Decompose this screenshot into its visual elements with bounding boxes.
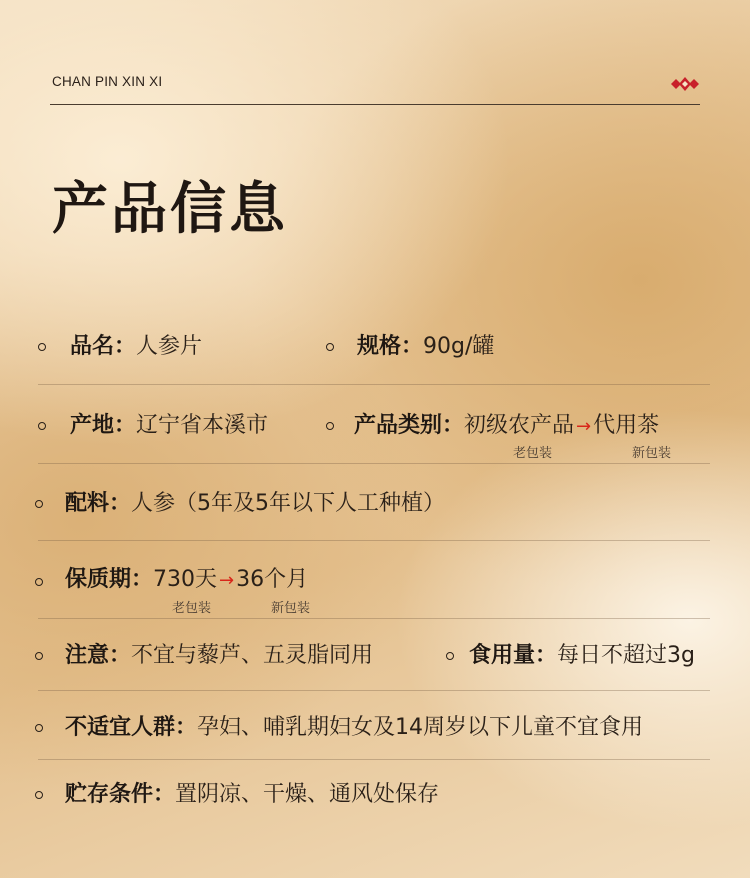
red-diamond-ornament-icon — [668, 76, 702, 92]
dosage-value: 每日不超过3g — [557, 643, 695, 668]
origin-label: 产地： — [70, 413, 137, 438]
row-divider — [38, 618, 710, 619]
new-package-note: 新包装 — [632, 446, 672, 461]
category-new-value: 代用茶 — [593, 413, 660, 438]
row-divider — [38, 463, 710, 464]
category-old-value: 初级农产品 — [464, 413, 575, 438]
header-divider — [50, 104, 700, 105]
origin-value: 辽宁省本溪市 — [136, 413, 269, 438]
bullet-icon — [35, 652, 43, 660]
row-divider — [38, 540, 710, 541]
bullet-icon — [35, 724, 43, 732]
name-value: 人参片 — [136, 334, 203, 359]
origin-field — [70, 413, 268, 439]
new-package-note: 新包装 — [271, 601, 311, 616]
bullet-icon — [446, 652, 454, 660]
row-divider — [38, 690, 710, 691]
bullet-icon — [35, 791, 43, 799]
dosage-label: 食用量： — [469, 643, 558, 668]
spec-field — [357, 334, 494, 360]
dosage-field — [469, 643, 695, 669]
spec-label: 规格： — [357, 334, 424, 359]
old-package-note: 老包装 — [513, 446, 553, 461]
row-divider — [38, 759, 710, 760]
ingredients-value: 人参（5年及5年以下人工种植） — [131, 491, 446, 516]
shelf-life-old-value: 730天 — [153, 567, 218, 592]
arrow-icon: → — [219, 570, 235, 591]
unsuitable-field — [65, 715, 643, 741]
header-pinyin-label: CHAN PIN XIN XI — [52, 74, 163, 89]
page-title: 产品信息 — [52, 177, 288, 242]
row-divider — [38, 384, 710, 385]
ingredients-label: 配料： — [65, 491, 132, 516]
bullet-icon — [326, 343, 334, 351]
shelf-life-new-value: 36个月 — [236, 567, 309, 592]
storage-value: 置阴凉、干燥、通风处保存 — [175, 782, 440, 807]
category-label: 产品类别： — [354, 413, 465, 438]
unsuitable-label: 不适宜人群： — [65, 715, 198, 740]
old-package-note: 老包装 — [172, 601, 212, 616]
category-field — [354, 413, 659, 440]
ingredients-field — [65, 491, 445, 517]
bullet-icon — [35, 578, 43, 586]
bullet-icon — [38, 422, 46, 430]
name-field — [70, 334, 202, 360]
shelf-life-label: 保质期： — [65, 567, 154, 592]
shelf-life-field — [65, 567, 308, 594]
caution-field — [65, 643, 373, 669]
bullet-icon — [35, 500, 43, 508]
storage-label: 贮存条件： — [65, 782, 176, 807]
storage-field — [65, 782, 439, 808]
bullet-icon — [326, 422, 334, 430]
caution-label: 注意： — [65, 643, 132, 668]
arrow-icon: → — [576, 416, 592, 437]
spec-value: 90g/罐 — [423, 334, 495, 359]
bullet-icon — [38, 343, 46, 351]
caution-value: 不宜与藜芦、五灵脂同用 — [131, 643, 374, 668]
name-label: 品名： — [70, 334, 137, 359]
unsuitable-value: 孕妇、哺乳期妇女及14周岁以下儿童不宜食用 — [197, 715, 644, 740]
